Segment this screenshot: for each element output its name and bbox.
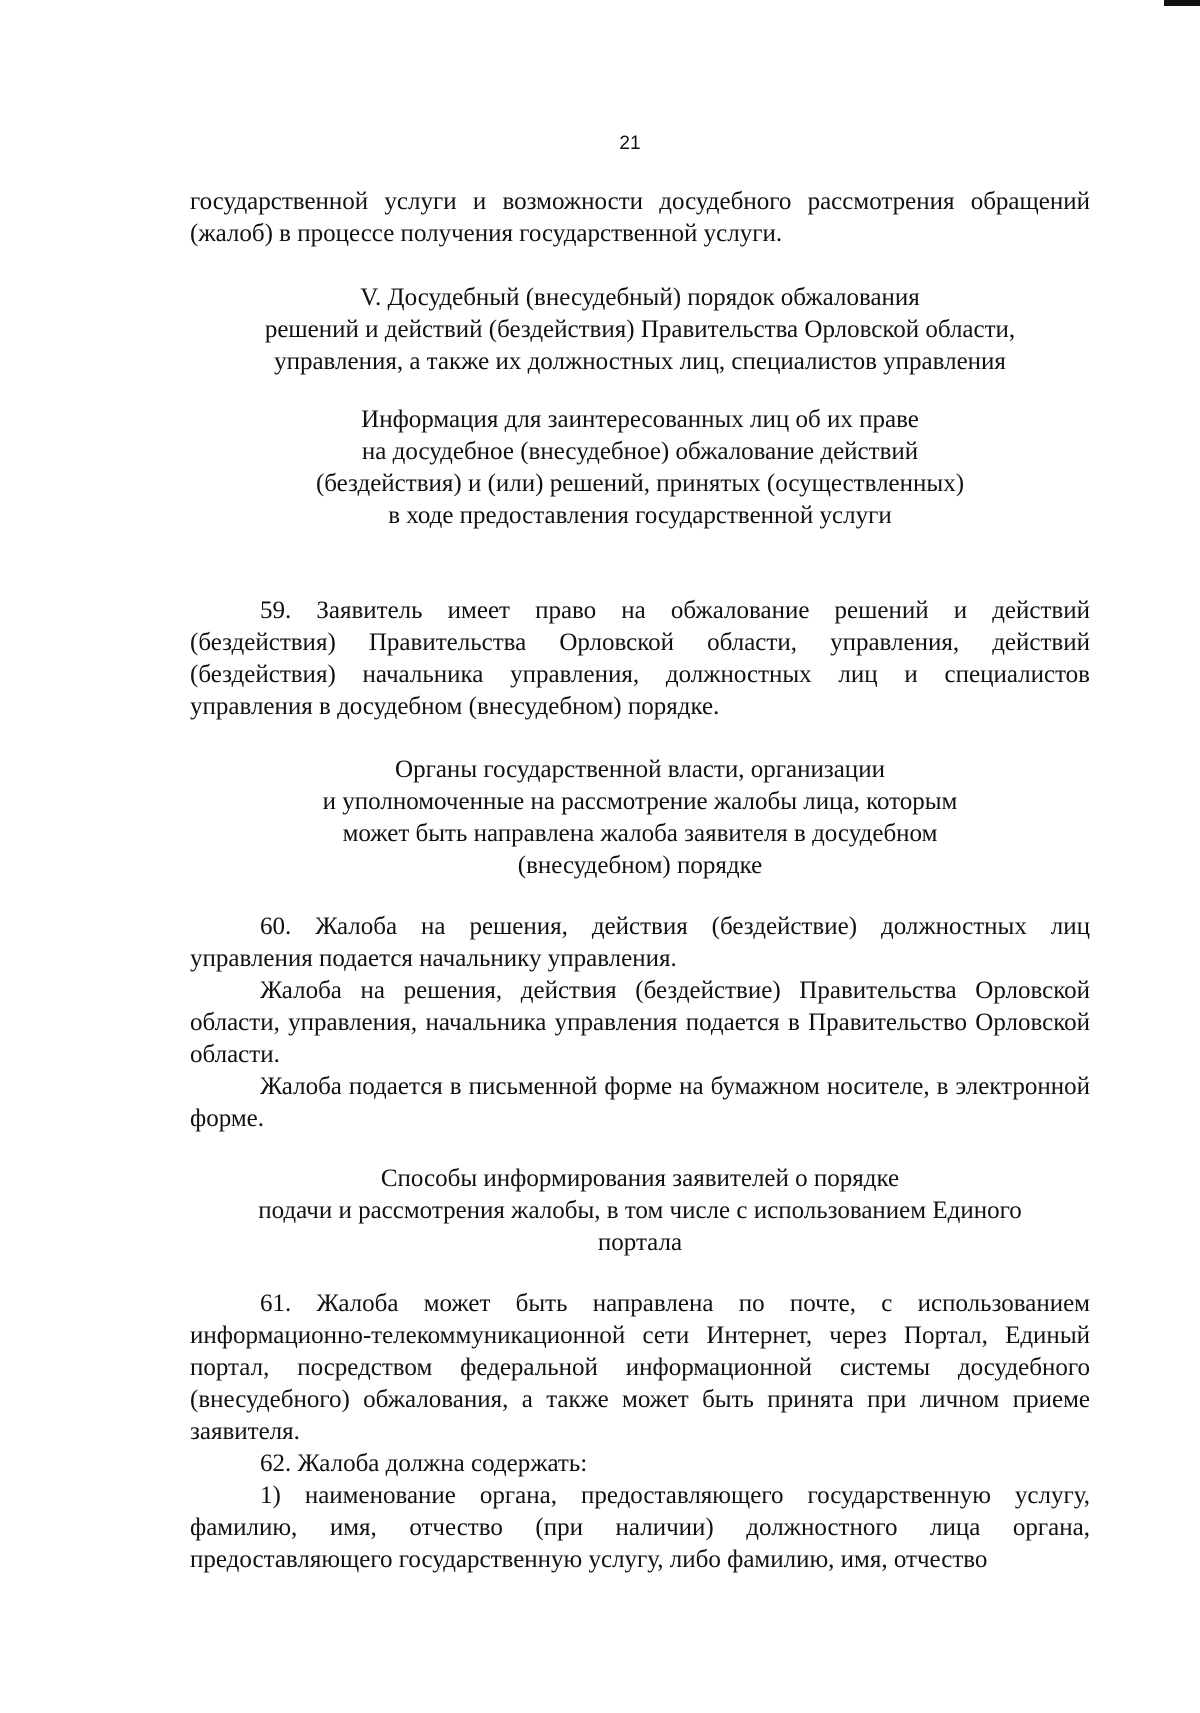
paragraph-60-block xyxy=(190,911,1090,1135)
subheading-line: Информация для заинтересованных лиц об их праве xyxy=(361,406,919,433)
subheading-organs xyxy=(160,754,1120,882)
subheading-info xyxy=(160,404,1120,532)
paragraph-62-item-1: 1) наименование органа, предоставляющего государственную услугу, фамилию, имя, отчество (при наличии) должностного лица органа, предоставляющего государственную услугу, либо фамилию, имя, отчество xyxy=(190,1482,1090,1573)
subheading-line: может быть направлена жалоба заявителя в досудебном xyxy=(342,820,938,847)
paragraph-61-block xyxy=(190,1288,1090,1576)
subheading-line: (внесудебном) порядке xyxy=(517,852,763,879)
subheading-line: подачи и рассмотрения жалобы, в том числе с использованием Единого xyxy=(258,1197,1022,1224)
section-heading-line: V. Досудебный (внесудебный) порядок обжалования xyxy=(360,284,920,311)
subheading-line: Способы информирования заявителей о порядке xyxy=(380,1165,900,1192)
subheading-line: и уполномоченные на рассмотрение жалобы лица, которым xyxy=(322,788,958,815)
section-heading xyxy=(160,282,1120,378)
subheading-line: на досудебное (внесудебное) обжалование действий xyxy=(361,438,919,465)
paragraph-62: 62. Жалоба должна содержать: xyxy=(260,1450,588,1477)
scan-edge-mark xyxy=(1164,0,1200,6)
paragraph-59-block xyxy=(190,595,1090,723)
top-paragraph-block xyxy=(190,186,1090,250)
subheading-line: (бездействия) и (или) решений, принятых (осуществленных) xyxy=(315,470,965,497)
section-heading-line: решений и действий (бездействия) Правительства Орловской области, xyxy=(264,316,1016,343)
section-heading-line: управления, а также их должностных лиц, специалистов управления xyxy=(274,348,1006,375)
paragraph-60: 60. Жалоба на решения, действия (бездействие) должностных лиц управления подается начальнику управления. xyxy=(190,913,1090,972)
subheading-methods xyxy=(160,1163,1120,1259)
paragraph-60-third: Жалоба подается в письменной форме на бумажном носителе, в электронной форме. xyxy=(190,1073,1090,1132)
paragraph-60-second: Жалоба на решения, действия (бездействие) Правительства Орловской области, управления, начальника управления подается в Правительство Орловской области. xyxy=(190,977,1090,1068)
subheading-line: Органы государственной власти, организации xyxy=(395,756,885,783)
paragraph-59: 59. Заявитель имеет право на обжалование решений и действий (бездействия) Правительства Орловской области, управления, действий (бездействия) начальника управления, должностных лиц и специалистов управления в досудебном (внесудебном) порядке. xyxy=(190,597,1090,720)
subheading-line: портала xyxy=(597,1229,683,1256)
paragraph-61: 61. Жалоба может быть направлена по почте, с использованием информационно-телекоммуникационной сети Интернет, через Портал, Единый портал, посредством федеральной информационной системы досудебного (внесудебного) обжалования, а также может быть принята при личном приеме заявителя. xyxy=(190,1290,1090,1445)
top-paragraph: государственной услуги и возможности досудебного рассмотрения обращений (жалоб) в процессе получения государственной услуги. xyxy=(190,188,1090,247)
subheading-line: в ходе предоставления государственной услуги xyxy=(388,502,892,529)
page-number: 21 xyxy=(619,133,641,154)
